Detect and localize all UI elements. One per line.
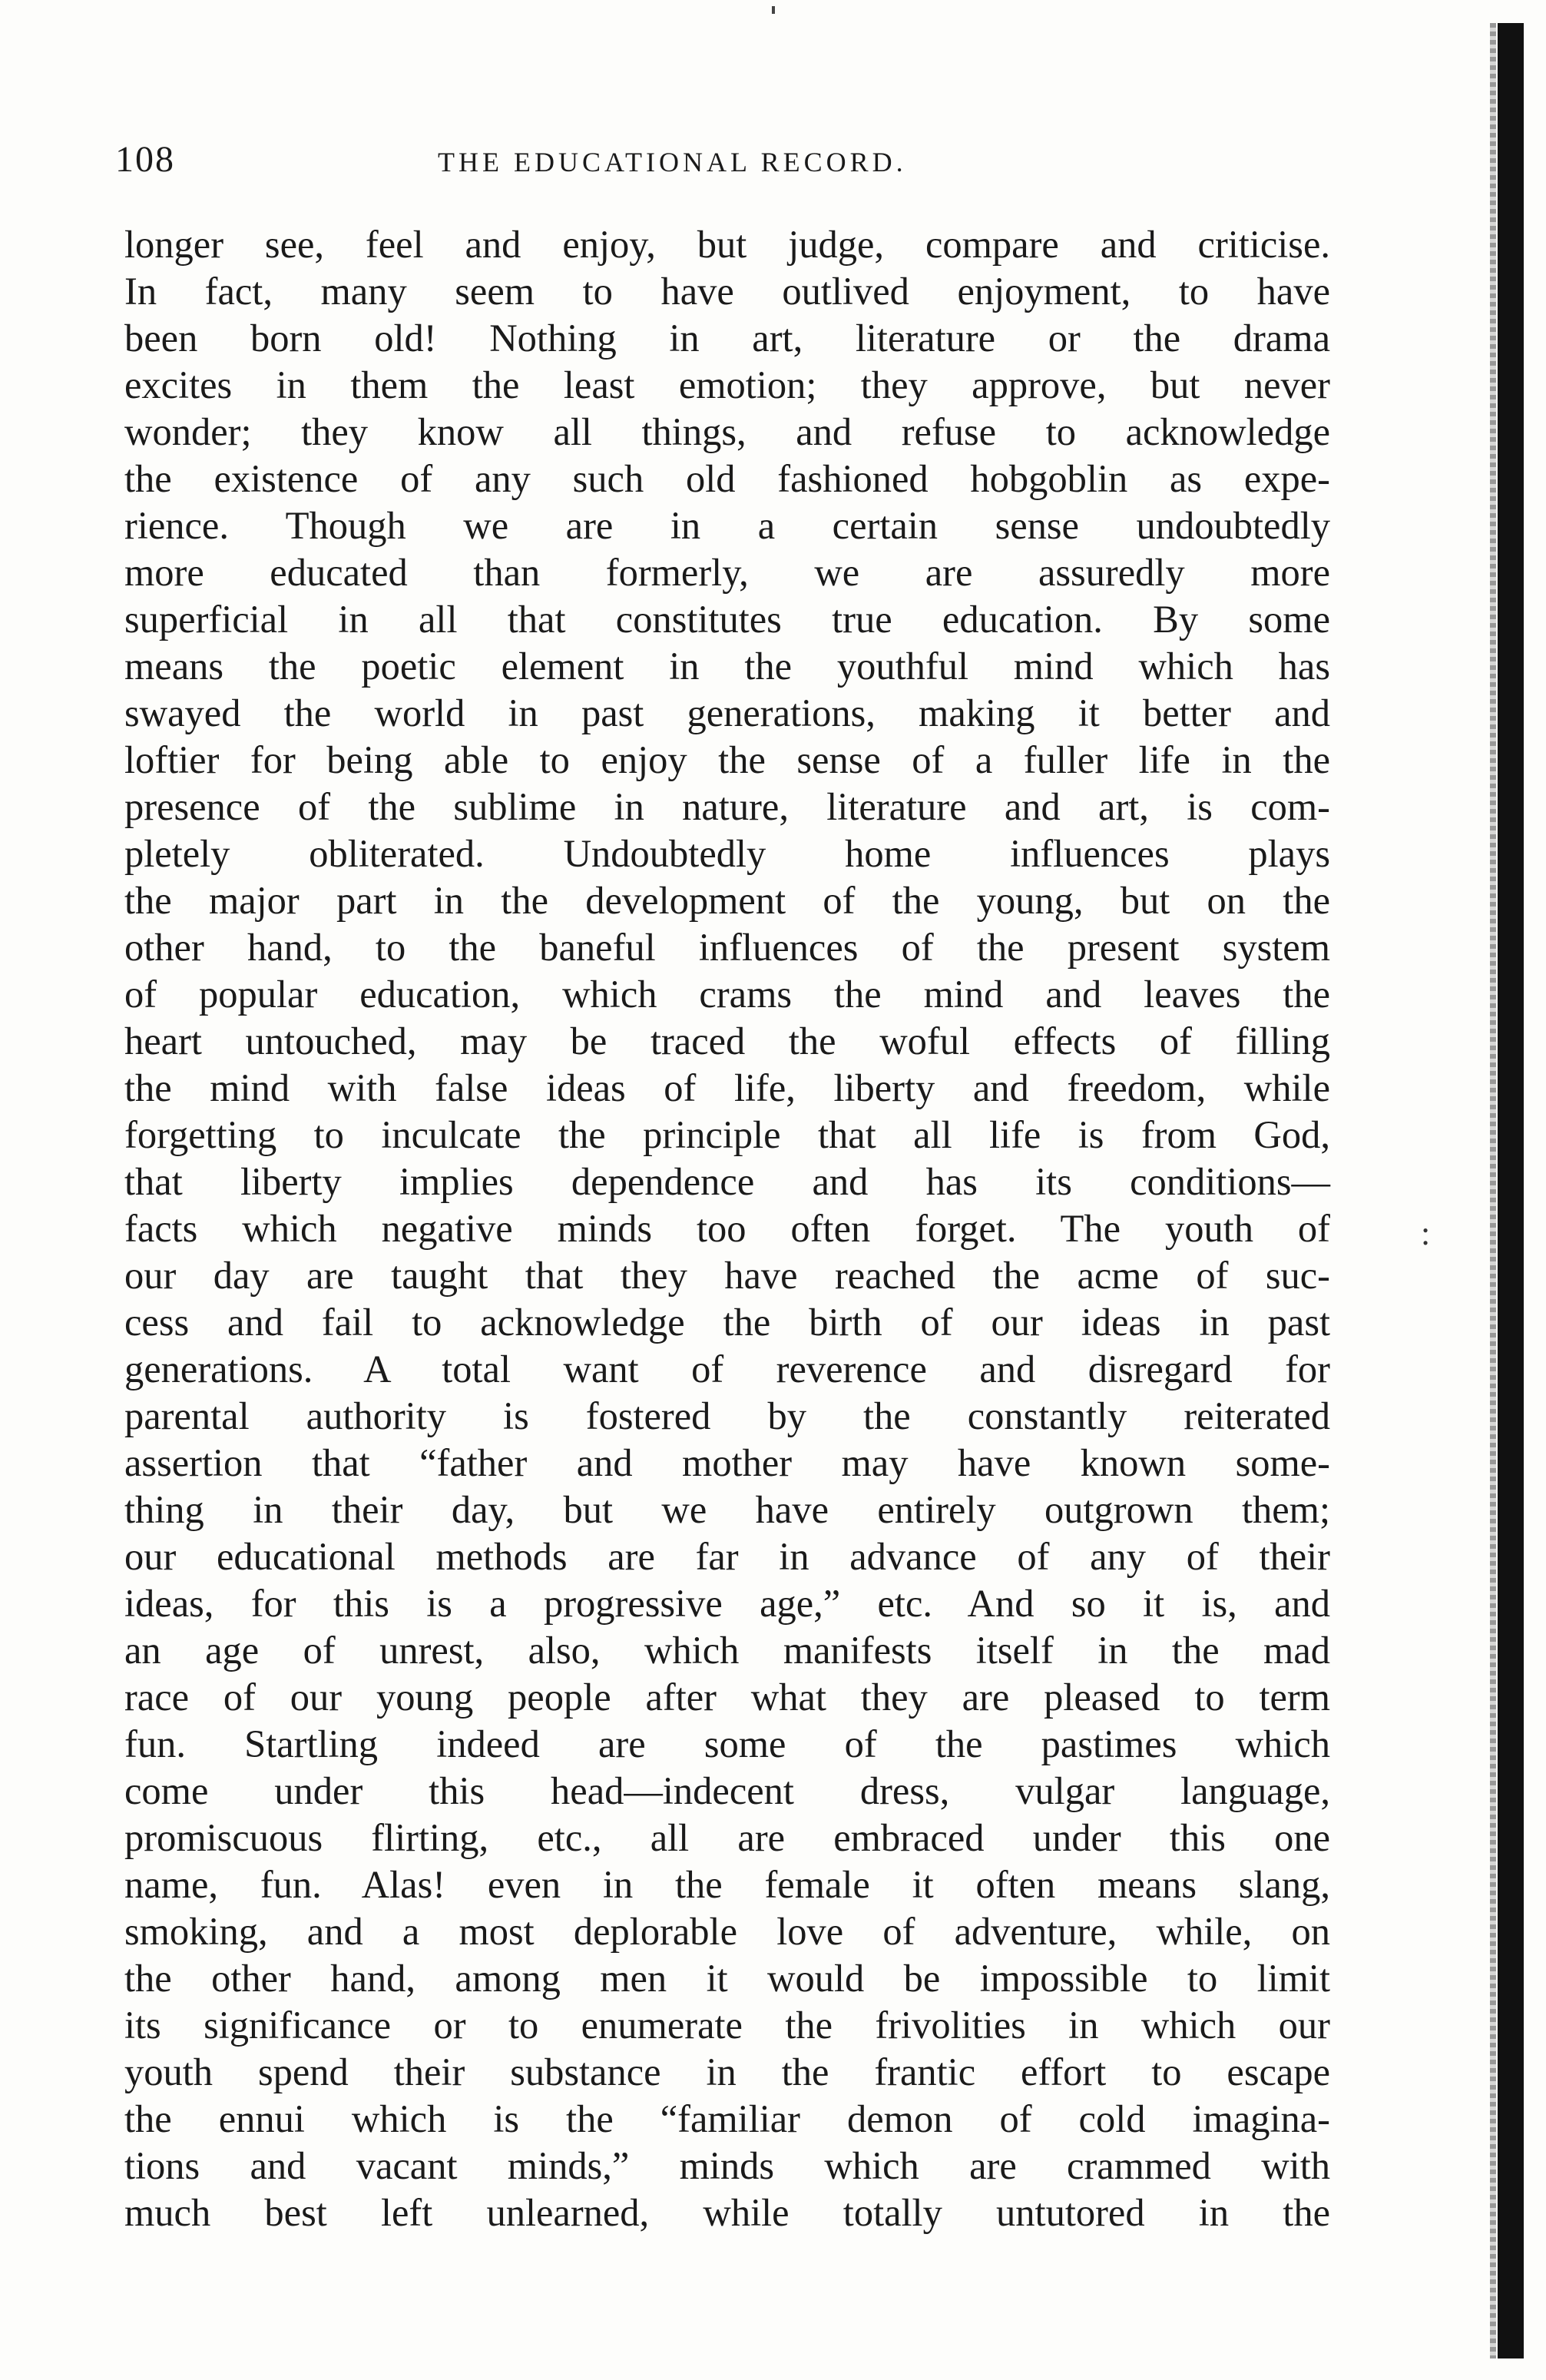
- text-line: race of our young people after what they are pleased to term: [124, 1676, 1330, 1719]
- text-line: pletely obliterated. Undoubtedly home influences plays: [124, 832, 1330, 875]
- text-line: heart untouched, may be traced the woful effects of filling: [124, 1019, 1330, 1062]
- text-line: cess and fail to acknowledge the birth of our ideas in past: [124, 1301, 1330, 1344]
- journal-title: THE EDUCATIONAL RECORD.: [438, 147, 907, 177]
- text-line: assertion that “father and mother may have known some-: [124, 1441, 1330, 1484]
- text-line: longer see, feel and enjoy, but judge, compare and criticise.: [124, 223, 1330, 266]
- text-line: that liberty implies dependence and has its conditions—: [124, 1160, 1330, 1203]
- text-line: its significance or to enumerate the frivolities in which our: [124, 2004, 1330, 2047]
- text-line: the existence of any such old fashioned hobgoblin as expe-: [124, 457, 1330, 500]
- text-line: our day are taught that they have reached the acme of suc-: [124, 1254, 1330, 1297]
- text-line: rience. Though we are in a certain sense undoubtedly: [124, 504, 1330, 547]
- text-line: tions and vacant minds,” minds which are crammed with: [124, 2144, 1330, 2187]
- text-line: of popular education, which crams the mind and leaves the: [124, 973, 1330, 1016]
- text-line: thing in their day, but we have entirely outgrown them;: [124, 1488, 1330, 1531]
- text-line: an age of unrest, also, which manifests itself in the mad: [124, 1629, 1330, 1672]
- text-line: youth spend their substance in the frantic effort to escape: [124, 2050, 1330, 2093]
- text-line: ideas, for this is a progressive age,” etc. And so it is, and: [124, 1582, 1330, 1625]
- running-head: [115, 138, 1344, 184]
- text-line: much best left unlearned, while totally untutored in the: [124, 2191, 1330, 2234]
- text-line: parental authority is fostered by the constantly reiterated: [124, 1394, 1330, 1437]
- page-number: 108: [115, 139, 175, 180]
- text-line: the major part in the development of the young, but on the: [124, 879, 1330, 922]
- text-line: promiscuous flirting, etc., all are embraced under this one: [124, 1816, 1330, 1859]
- scan-binding-bar: [1498, 23, 1524, 2358]
- text-line: presence of the sublime in nature, literature and art, is com-: [124, 785, 1330, 828]
- text-line: other hand, to the baneful influences of the present system: [124, 926, 1330, 969]
- text-line: come under this head—indecent dress, vulgar language,: [124, 1769, 1330, 1812]
- text-line: facts which negative minds too often forget. The youth of: [124, 1207, 1330, 1250]
- body-text: [124, 221, 1330, 2236]
- margin-mark: :: [1421, 1215, 1431, 1252]
- scan-binding-edge: [1490, 23, 1496, 2358]
- text-line: smoking, and a most deplorable love of adventure, while, on: [124, 1910, 1330, 1953]
- text-line: loftier for being able to enjoy the sense of a fuller life in the: [124, 738, 1330, 781]
- text-line: fun. Startling indeed are some of the pastimes which: [124, 1722, 1330, 1765]
- text-line: name, fun. Alas! even in the female it often means slang,: [124, 1863, 1330, 1906]
- text-line: forgetting to inculcate the principle that all life is from God,: [124, 1113, 1330, 1156]
- text-line: superficial in all that constitutes true education. By some: [124, 598, 1330, 641]
- text-line: excites in them the least emotion; they approve, but never: [124, 363, 1330, 406]
- text-line: our educational methods are far in advance of any of their: [124, 1535, 1330, 1578]
- text-line: more educated than formerly, we are assuredly more: [124, 551, 1330, 594]
- text-line: means the poetic element in the youthful mind which has: [124, 645, 1330, 688]
- scan-speck: [772, 6, 775, 14]
- text-line: the other hand, among men it would be impossible to limit: [124, 1957, 1330, 2000]
- text-line: the mind with false ideas of life, liberty and freedom, while: [124, 1066, 1330, 1109]
- text-line: In fact, many seem to have outlived enjoyment, to have: [124, 270, 1330, 313]
- text-line: generations. A total want of reverence and disregard for: [124, 1347, 1330, 1391]
- text-line: swayed the world in past generations, making it better and: [124, 691, 1330, 734]
- text-line: been born old! Nothing in art, literature or the drama: [124, 317, 1330, 360]
- text-line: wonder; they know all things, and refuse to acknowledge: [124, 410, 1330, 453]
- text-line: the ennui which is the “familiar demon of cold imagina-: [124, 2097, 1330, 2140]
